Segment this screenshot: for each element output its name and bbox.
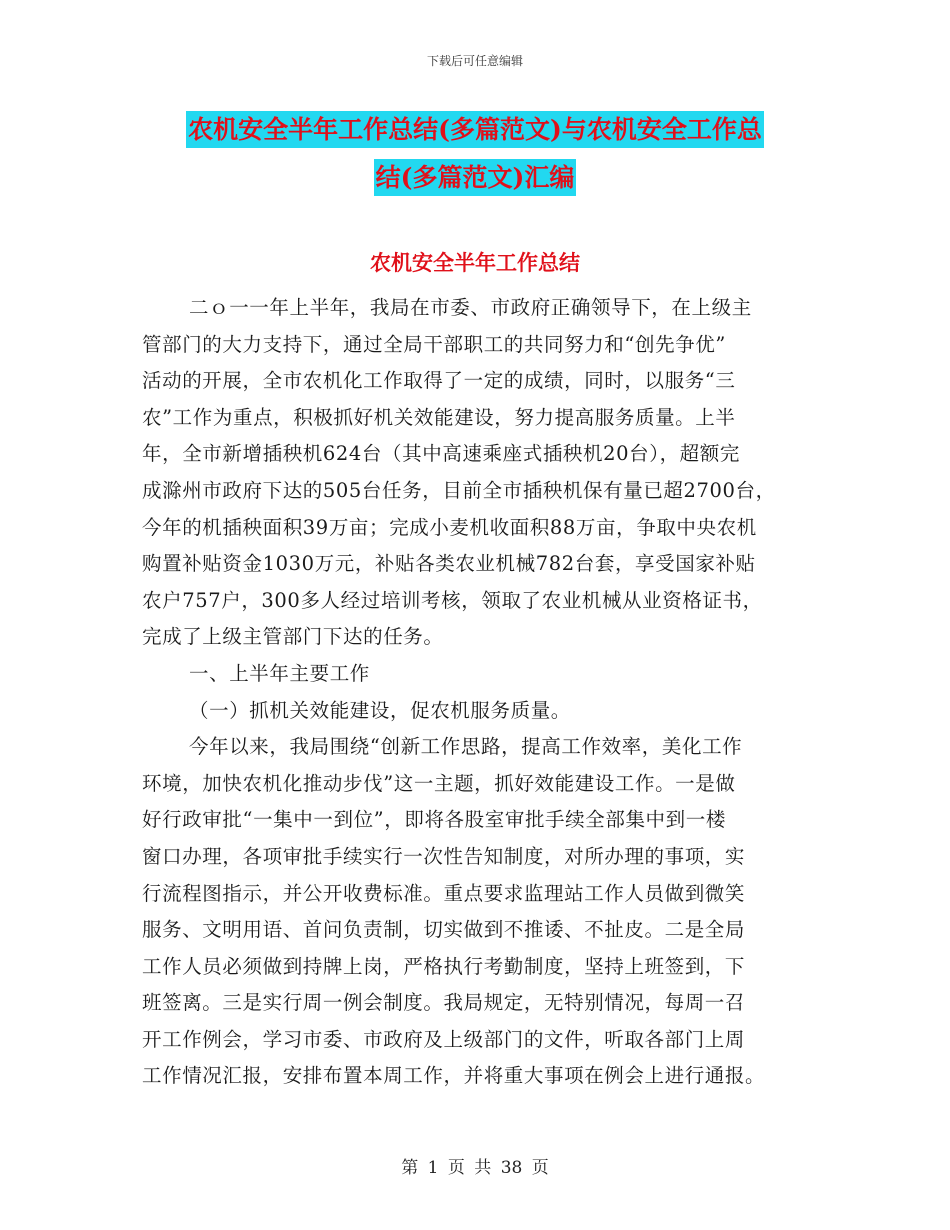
body-line: 工作人员必须做到持牌上岗，严格执行考勤制度，坚持上班签到，下 [142, 954, 746, 978]
body-line: 窗口办理，各项审批手续实行一次性告知制度，对所办理的事项，实 [142, 844, 746, 868]
body-line: 班签离。三是实行周一例会制度。我局规定，无特别情况，每周一召 [142, 991, 746, 1015]
body-line: 工作情况汇报，安排布置本周工作，并将重大事项在例会上进行通报。 [142, 1064, 766, 1088]
body-text [142, 290, 810, 1095]
title-line-2: 结(多篇范文)汇编 [374, 159, 577, 196]
heading-level-2: （一）抓机关效能建设，促农机服务质量。 [189, 698, 571, 722]
body-line: 今年的机插秧面积39万亩；完成小麦机收面积88万亩，争取中央农机 [142, 515, 757, 539]
body-line: 今年以来，我局围绕“创新工作思路，提高工作效率，美化工作 [189, 735, 743, 759]
body-line: 行流程图指示，并公开收费标准。重点要求监理站工作人员做到微笑 [142, 881, 746, 905]
body-line: 年，全市新增插秧机624台（其中高速乘座式插秧机20台），超额完 [142, 442, 740, 466]
body-line: 完成了上级主管部门下达的任务。 [142, 625, 444, 649]
section-title: 农机安全半年工作总结 [370, 250, 580, 275]
body-line: 二ｏ一一年上半年，我局在市委、市政府正确领导下，在上级主 [189, 296, 752, 319]
body-line: 开工作例会，学习市委、市政府及上级部门的文件，听取各部门上周 [142, 1027, 746, 1051]
document-title [0, 106, 950, 202]
header-note: 下载后可任意编辑 [426, 54, 523, 68]
title-line-1: 农机安全半年工作总结(多篇范文)与农机安全工作总 [186, 111, 764, 148]
body-line: 服务、文明用语、首问负责制，切实做到不推诿、不扯皮。二是全局 [142, 918, 746, 942]
body-line: 农户757户，300多人经过培训考核，领取了农业机械从业资格证书， [142, 588, 763, 612]
body-line: 农”工作为重点，积极抓好机关效能建设，努力提高服务质量。上半 [142, 405, 736, 429]
body-line: 成滁州市政府下达的505台任务，目前全市插秧机保有量已超2700台， [142, 478, 776, 502]
body-line: 好行政审批“一集中一到位”，即将各股室审批手续全部集中到一楼 [142, 808, 726, 832]
body-line: 活动的开展，全市农机化工作取得了一定的成绩，同时，以服务“三 [142, 369, 736, 393]
body-line: 管部门的大力支持下，通过全局干部职工的共同努力和“创先争优” [142, 332, 726, 356]
body-line: 购置补贴资金1030万元，补贴各类农业机械782台套，享受国家补贴 [142, 552, 756, 576]
body-line: 环境，加快农机化推动步伐”这一主题，抓好效能建设工作。一是做 [142, 771, 736, 795]
page-footer: 第 1 页 共 38 页 [401, 1158, 549, 1178]
heading-level-1: 一、上半年主要工作 [189, 661, 370, 685]
